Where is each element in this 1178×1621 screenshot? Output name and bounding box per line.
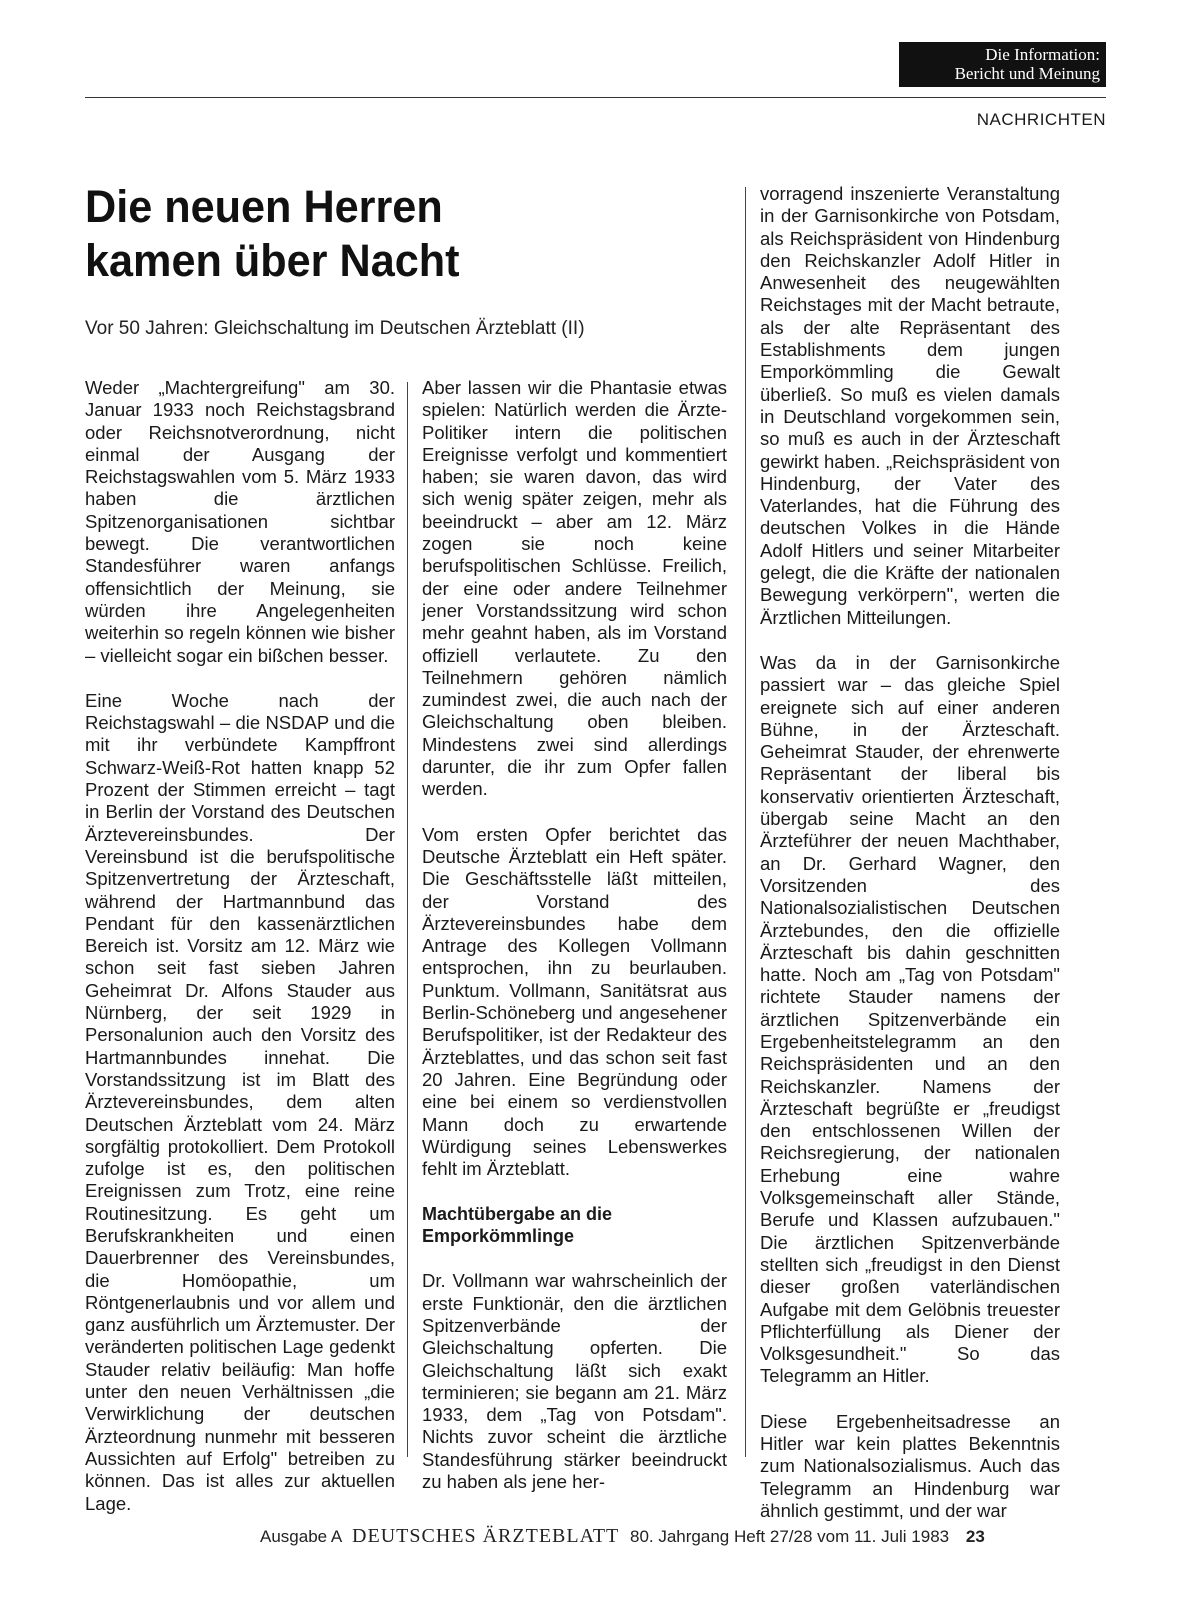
header-rule [85,97,1106,98]
column-divider [407,382,408,1457]
paragraph: vorragend inszenierte Veranstaltung in der Garnisonkirche von Potsdam, als Reichspräsident von Hindenburg den Reichskanzler Adolf Hitler in Anwesenheit des neugewählten Reichstages mit der Macht betraute, als der alte Repräsentant des Establishments dem jungen Emporkömmling die Gewalt überließ. So muß es vielen damals in Deutschland vorgekommen sein, so muß es auch in der Ärzteschaft gewirkt haben. „Reichspräsident von Hindenburg, der Vater des Vaterlandes, hat die Führung des deutschen Volkes in die Hände Adolf Hitlers und seiner Mitarbeiter gelegt, die die Kräfte der nationalen Bewegung verkörpern", werten die Ärztlichen Mitteilungen. [760,183,1060,628]
column-divider [745,187,746,1457]
section-badge [899,42,1106,87]
title-line-1: Die neuen Herren [85,181,443,232]
paragraph: Dr. Vollmann war wahrscheinlich der erste Funktionär, den die ärztlichen Spitzenverbände der Gleichschaltung opferten. Die Gleichschaltung läßt sich exakt terminieren; sie begann am 21. März 1933, dem „Tag von Potsdam". Nichts zuvor scheint die ärztliche Standesführung stärker beeindruckt zu haben als jene her- [422,1270,727,1493]
text-column-3 [760,183,1060,1545]
footer-magazine: DEUTSCHES ÄRZTEBLATT [352,1525,620,1547]
badge-line-1: Die Information: [985,45,1100,64]
footer-edition: Ausgabe A [260,1527,342,1546]
footer-issue: 80. Jahrgang Heft 27/28 vom 11. Juli 1983 [630,1527,950,1546]
section-label: NACHRICHTEN [976,110,1106,129]
paragraph: Was da in der Garnisonkirche passiert war – das gleiche Spiel ereignete sich auf einer anderen Bühne, in der Ärzteschaft. Geheimrat Stauder, der ehrenwerte Repräsentant der liberal bis konservativ orientierten Ärzteschaft, übergab seine Macht an den Ärzteführer der neuen Machthaber, an Dr. Gerhard Wagner, den Vorsitzenden des Nationalsozialistischen Deutschen Ärztebundes, den die offizielle Ärzteschaft bis dahin geschnitten hatte. Noch am „Tag von Potsdam" richtete Stauder namens der ärztlichen Spitzenverbände ein Ergebenheitstelegramm an den Reichspräsidenten und an den Reichskanzler. Namens der Ärzteschaft begrüßte er „freudigst den entschlossenen Willen der Reichsregierung, der nationalen Erhebung eine wahre Volksgemeinschaft aller Stände, Berufe und Klassen aufzubauen." Die ärztlichen Spitzenverbände stellten sich „freudigst in den Dienst dieser großen vaterländischen Aufgabe mit dem Gelöbnis treuester Pflichterfüllung als Diener der Volksgesundheit." So das Telegramm an Hitler. [760,651,1060,1387]
title-line-2: kamen über Nacht [85,235,460,286]
paragraph: Aber lassen wir die Phantasie etwas spielen: Natürlich werden die Ärzte-Politiker intern die politischen Ereignisse verfolgt und kommentiert haben; sie waren davon, das wird sich wenig später zeigen, mehr als beeindruckt – aber am 12. März zogen sie noch keine berufspolitischen Schlüsse. Freilich, der eine oder andere Teilnehmer jener Vorstandssitzung wird schon mehr geahnt haben, als im Vorstand offiziell verlautete. Zu den Teilnehmern gehören nämlich zumindest zwei, die auch nach der Gleichschaltung oben bleiben. Mindestens zwei sind allerdings darunter, die ihr zum Opfer fallen werden. [422,377,727,800]
paragraph: Eine Woche nach der Reichstagswahl – die NSDAP und die mit ihr verbündete Kampffront Schwarz-Weiß-Rot hatten knapp 52 Prozent der Stimmen erreicht – tagt in Berlin der Vorstand des Deutschen Ärztevereinsbundes. Der Vereinsbund ist die berufspolitische Spitzenvertretung der Ärzteschaft, während der Hartmannbund das Pendant für den kassenärztlichen Bereich ist. Vorsitz am 12. März wie schon seit fast sieben Jahren Geheimrat Dr. Alfons Stauder aus Nürnberg, der seit 1929 in Personalunion auch den Vorsitz des Hartmannbundes innehat. Die Vorstandssitzung ist im Blatt des Ärztevereinsbundes, dem alten Deutschen Ärzteblatt vom 24. März sorgfältig protokolliert. Dem Protokoll zufolge ist es, den politischen Ereignissen zum Trotz, eine reine Routinesitzung. Es geht um Berufskrankheiten und einen Dauerbrenner des Vereinsbundes, die Homöopathie, um Röntgenerlaubnis und vor allem und ganz ausführlich um Ärztemuster. Der veränderten politischen Lage gedenkt Stauder relativ beiläufig: Man hoffe unter den neuen Verhältnissen „die Verwirklichung der deutschen Ärzteordnung nunmehr mit besseren Aussichten auf Erfolg" betreiben zu können. Das ist alles zur aktuellen Lage. [85,689,395,1514]
text-column-1 [85,377,395,1538]
page-footer [260,1525,985,1548]
badge-line-2: Bericht und Meinung [954,64,1100,83]
paragraph: Vom ersten Opfer berichtet das Deutsche Ärzteblatt ein Heft später. Die Geschäftsstelle läßt mitteilen, der Vorstand des Ärztevereinsbundes habe dem Antrage des Kollegen Vollmann entsprochen, ihn zu beurlauben. Punktum. Vollmann, Sanitätsrat aus Berlin-Schöneberg und angesehener Berufspolitiker, ist der Redakteur des Ärzteblattes, und das schon seit fast 20 Jahren. Eine Begründung oder eine bei einem so verdienstvollen Mann doch zu erwartende Würdigung seines Lebenswerkes fehlt im Ärzteblatt. [422,823,727,1180]
article-title [85,180,680,288]
page-number: 23 [965,1527,985,1546]
section-heading: Machtübergabe an die Emporkömmlinge [422,1204,613,1247]
article-subtitle: Vor 50 Jahren: Gleichschaltung im Deutschen Ärzteblatt (II) [85,318,585,339]
paragraph: Diese Ergebenheitsadresse an Hitler war kein plattes Bekenntnis zum Nationalsozialismus. Auch das Telegramm an Hindenburg war ähnlich gestimmt, und der war [760,1410,1060,1521]
text-column-2 [422,377,727,1516]
paragraph: Weder „Machtergreifung" am 30. Januar 1933 noch Reichstagsbrand oder Reichsnotverordnung, nicht einmal der Ausgang der Reichstagswahlen vom 5. März 1933 haben die ärztlichen Spitzenorganisationen sichtbar bewegt. Die verantwortlichen Standesführer waren anfangs offensichtlich der Meinung, sie würden ihre Angelegenheiten weiterhin so regeln können wie bisher – vielleicht sogar ein bißchen besser. [85,377,395,666]
